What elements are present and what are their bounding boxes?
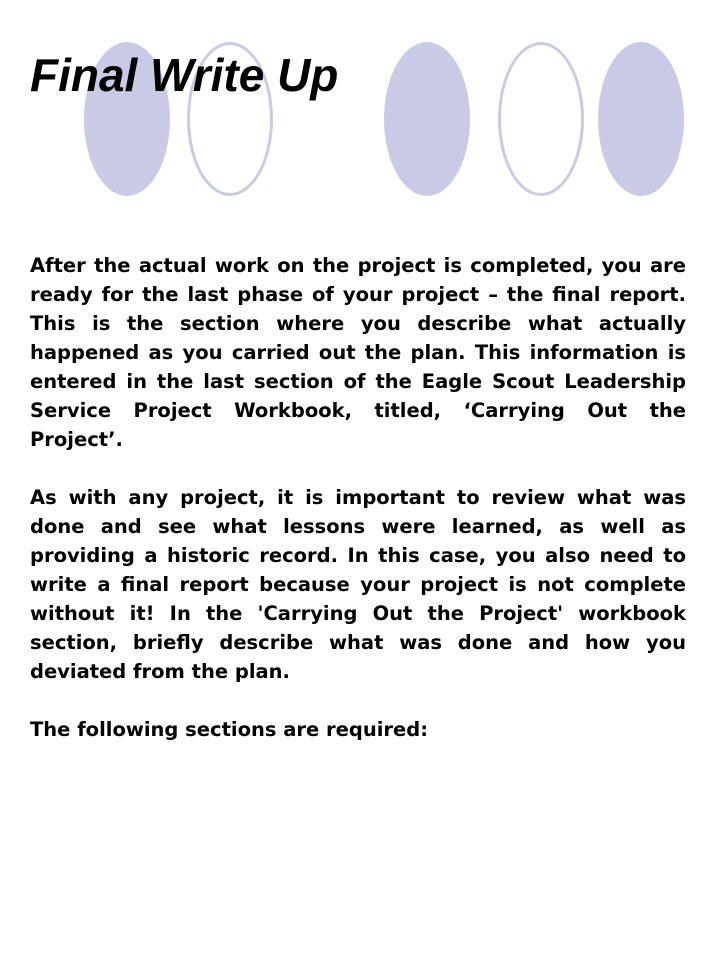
decorative-ovals bbox=[0, 0, 720, 210]
slide-title: Final Write Up bbox=[30, 49, 339, 101]
oval-outline-shape bbox=[498, 42, 584, 196]
body-paragraph: The following sections are required: bbox=[30, 718, 428, 741]
slide-body bbox=[30, 251, 686, 744]
body-paragraph: After the actual work on the project is completed, you are ready for the last phase of your project – the final report. This is the section where you describe what actually happened as you carried out the plan. This information is entered in the last section of the Eagle Scout Leadership Service Project Workbook, titled, ‘Carrying Out the Project’. bbox=[30, 254, 686, 451]
oval-filled-shape bbox=[598, 42, 684, 196]
oval-filled-shape bbox=[384, 42, 470, 196]
body-paragraph: As with any project, it is important to review what was done and see what lessons were learned, as well as providing a historic record. In this case, you also need to write a final report because your project is not complete without it! In the 'Carrying Out the Project' workbook section, briefly describe what was done and how you deviated from the plan. bbox=[30, 486, 686, 683]
